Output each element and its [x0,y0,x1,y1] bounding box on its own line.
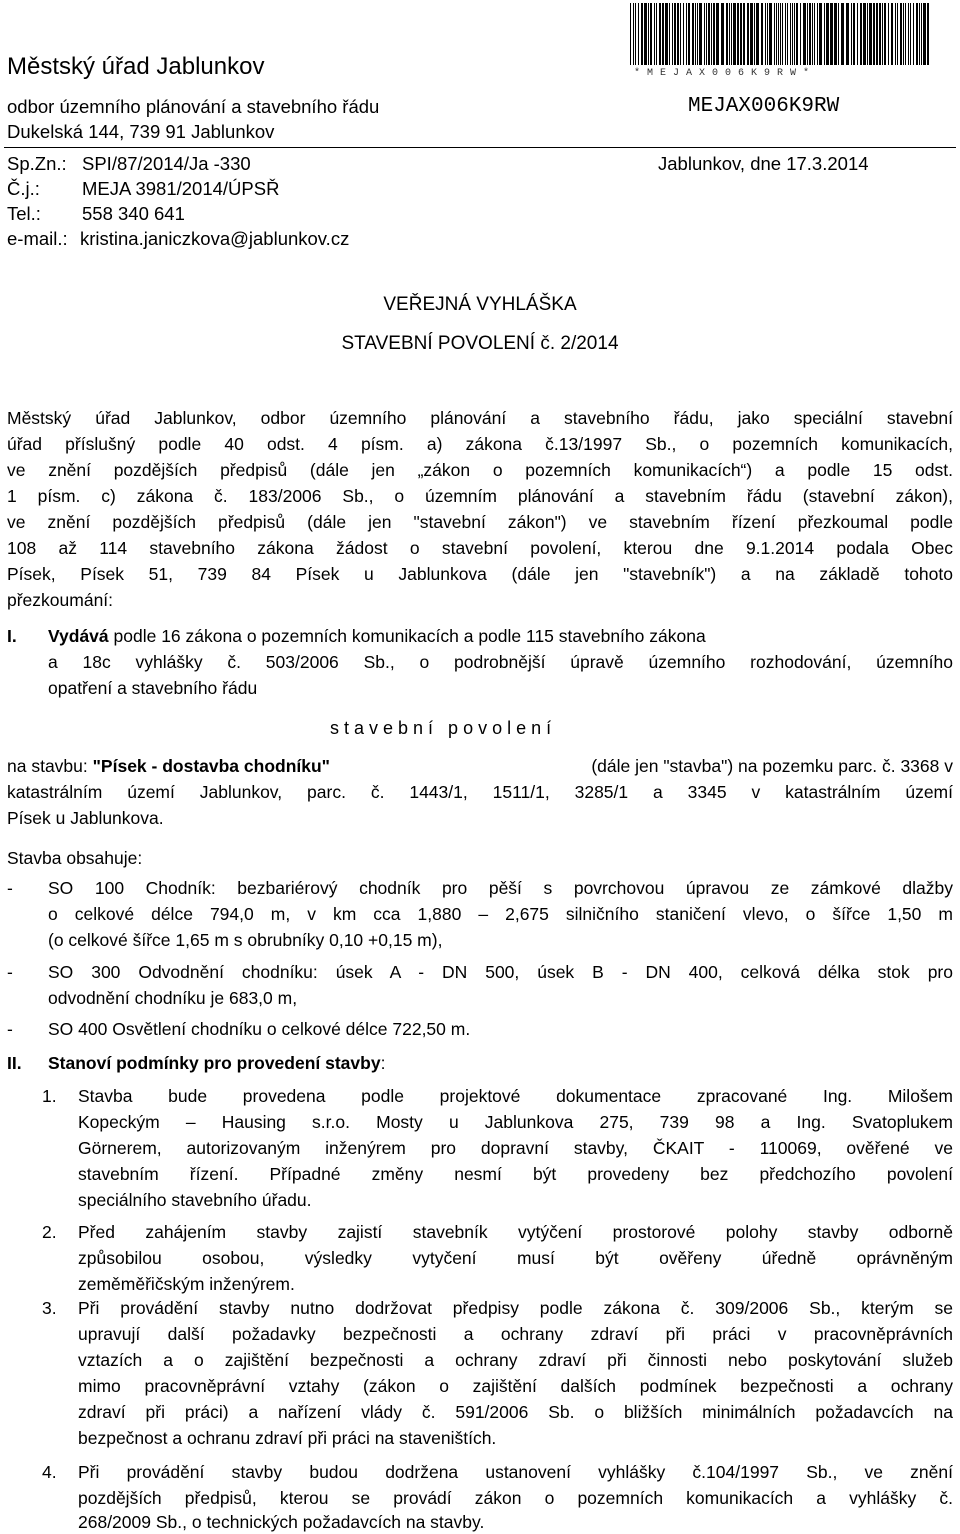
barcode-bar [876,3,878,65]
condition-line: způsobilou osobou, výsledky vytyčení musí být ověřeny úředně oprávněným [78,1248,953,1268]
barcode-bar [780,3,781,65]
barcode-bar [910,3,911,65]
contents-item-line: SO 300 Odvodnění chodníku: úsek A - DN 500, úsek B - DN 400, celková délka stok pro [48,962,953,982]
barcode-bar [830,3,833,65]
section-i-line: opatření a stavebního řádu [48,678,258,698]
barcode-bar [754,3,755,65]
barcode-bar [826,3,829,65]
contents-item-line: SO 100 Chodník: bezbariérový chodník pro pěší s povrchovou úpravou ze zámkové dlažby [48,878,953,898]
barcode-bar [846,3,849,65]
barcode-bar [782,3,783,65]
condition-number: 1. [42,1086,57,1106]
construction-line: katastrálním území Jablunkov, parc. č. 1443/1, 1511/1, 3285/1 a 3345 v katastrálním území [7,782,953,802]
contents-item-line: SO 400 Osvětlení chodníku o celkové délce 722,50 m. [48,1019,471,1039]
barcode-bar [787,3,788,65]
section-i-line: a 18c vyhlášky č. 503/2006 Sb., o podrobnější úpravě územního rozhodování, územního [48,652,953,672]
cj-value: MEJA 3981/2014/ÚPSŘ [82,178,280,199]
barcode-bar [733,3,736,65]
barcode-bar [699,3,702,65]
barcode-bar [650,3,652,65]
contents-item-line: o celkové délce 794,0 m, v km cca 1,880 – 2,675 silničního staničení vlevo, o šířce 1,50 m [48,904,953,924]
barcode-caption: * M E J A X 0 0 6 K 9 R W * [634,68,810,79]
barcode-bar [869,3,872,65]
barcode-bar [704,3,705,65]
condition-line: 268/2009 Sb., o technických požadavcích na stavby. [78,1512,485,1532]
barcode-bar [792,3,793,65]
barcode-bar [809,3,811,65]
condition-line: Před zahájením stavby zajistí stavebník vytýčení prostorové polohy stavby odborně [78,1222,953,1242]
intro-line: 1 písm. c) zákona č. 183/2006 Sb., o územním plánování a stavebním řádu (stavební zákon), [7,486,953,506]
construction-line: Písek u Jablunkova. [7,808,164,828]
condition-line: zdraví při práci) a nařízení vlády č. 591/2006 Sb. o bližších minimálních požadavcích na [78,1402,953,1422]
email-label: e-mail.: [7,228,68,249]
barcode-bar [897,3,898,65]
cj-label: Č.j.: [7,178,40,199]
intro-line: ve znění pozdějších předpisů (dále jen „zákon o pozemních komunikacích“) a podle 15 odst. [7,460,953,480]
condition-number: 2. [42,1222,57,1242]
barcode-bar [891,3,893,65]
barcode-bar [774,3,775,65]
barcode-bar [927,3,929,65]
barcode-bar [633,3,634,65]
spzn-value: SPI/87/2014/Ja -330 [82,153,251,174]
permit-spaced-title: s t a v e b n í p o v o l e n í [330,718,552,738]
document-code: MEJAX006K9RW [688,95,840,118]
barcode-bar [743,3,745,65]
barcode-bar [644,3,647,65]
barcode-bar [908,3,909,65]
barcode-bar [879,3,881,65]
barcode-bar [824,3,825,65]
construction-text: (dále jen "stavba") na pozemku parc. č. 3368 v [591,756,953,776]
condition-line: mimo pracovněprávní vztahy (zákon o zajištění dalších podmínek bezpečnosti a ochrany [78,1376,953,1396]
barcode-bar [895,3,896,65]
intro-line: přezkoumání: [7,590,114,610]
barcode-bar [884,3,886,65]
section-ii-numeral: II. [7,1053,22,1073]
section-i-verb: Vydává [48,626,109,646]
barcode-bar [819,3,822,65]
barcode-bar [672,3,673,65]
barcode-bar [794,3,795,65]
barcode-bar [863,3,866,65]
condition-line: Görnerem, autorizovaným inženýrem pro dopravní stavby, ČKAIT - 110069, ověřené ve [78,1138,953,1158]
barcode-bar [778,3,779,65]
barcode-bar [665,3,668,65]
barcode-bar [729,3,730,65]
barcode-bar [635,3,636,65]
barcode-bar [695,3,696,65]
barcode-bar [750,3,753,65]
barcode-bar [765,3,766,65]
barcode-bar [817,3,818,65]
construction-prefix: na stavbu: [7,756,93,776]
barcode-bar [913,3,914,65]
barcode-bar [900,3,902,65]
barcode-bar [857,3,858,65]
address: Dukelská 144, 739 91 Jablunkov [7,121,275,142]
section-ii-title: Stanoví podmínky pro provedení stavby [48,1053,381,1073]
barcode-bar [776,3,777,65]
email-value: kristina.janiczkova@jablunkov.cz [80,228,350,249]
spzn-label: Sp.Zn.: [7,153,67,174]
barcode-bar [716,3,719,65]
barcode-bar [756,3,759,65]
barcode-bar [737,3,739,65]
barcode-bar [662,3,664,65]
condition-line: zeměměřičským inženýrem. [78,1274,295,1294]
barcode-bar [853,3,855,65]
intro-line: 108 až 114 stavebního zákona žádost o stavební povolení, kterou dne 9.1.2014 podala Obec [7,538,953,558]
barcode-bar [800,3,801,65]
barcode-bar [669,3,670,65]
contents-item-line: odvodnění chodníku je 683,0 m, [48,988,298,1008]
barcode-bar [688,3,690,65]
construction-line [7,756,953,777]
section-ii-title-line [48,1053,385,1074]
barcode-bar [834,3,837,65]
barcode-bar [785,3,786,65]
barcode-bar [860,3,862,65]
barcode-bar [674,3,676,65]
barcode-bar [841,3,844,65]
section-ii-colon: : [380,1053,386,1073]
barcode-bar [812,3,813,65]
barcode-bar [659,3,661,65]
barcode-bar [919,3,920,65]
section-i-text: podle 16 zákona o pozemních komunikacích a podle 115 stavebního zákona [108,626,706,646]
office-title: Městský úřad Jablunkov [7,53,265,80]
barcode-bar [761,3,763,65]
intro-line: úřad příslušný podle 40 odst. 4 písm. a) zákona č.13/1997 Sb., o pozemních komunikacích, [7,434,953,454]
barcode-bar [807,3,808,65]
intro-line: Písek, Písek 51, 739 84 Písek u Jablunkova (dále jen "stavebník") a na základě tohoto [7,564,953,584]
condition-line: stavebním řízení. Případné změny nesmí být provedeny bez předchozího povolení [78,1164,953,1184]
intro-line: ve znění pozdějších předpisů (dále jen "stavební zákon") ve stavebním řízení přezkoumal podle [7,512,953,532]
barcode-bar [921,3,922,65]
section-i-numeral: I. [7,626,17,646]
barcode-bar [656,3,657,65]
barcode-bar [814,3,815,65]
tel-label: Tel.: [7,203,41,224]
barcode-bar [867,3,868,65]
barcode-bar [803,3,806,65]
barcode-bar [683,3,684,65]
barcode-bar [747,3,749,65]
barcode-bar [708,3,710,65]
intro-line: Městský úřad Jablunkov, odbor územního plánování a stavebního řádu, jako speciální stavební [7,408,953,428]
barcode-bar [769,3,772,65]
barcode-bar [630,3,631,65]
barcode-bar [888,3,889,65]
barcode-bar [697,3,698,65]
contents-item-line: (o celkové šířce 1,65 m s obrubníky 0,10 +0,15 m), [48,930,443,950]
condition-line: Kopeckým – Hausing s.r.o. Mosty u Jablunkova 275, 739 98 a Ing. Svatoplukem [78,1112,953,1132]
barcode-bar [796,3,798,65]
condition-line: vztazích a o zajištění bezpečnosti a ochrany zdraví při činnosti nebo poskytování služeb [78,1350,953,1370]
permit-heading: STAVEBNÍ POVOLENÍ č. 2/2014 [341,333,619,354]
barcode-bar [648,3,649,65]
dash-bullet: - [7,962,13,982]
barcode-bar [916,3,918,65]
dash-bullet: - [7,1019,13,1039]
condition-line: pozdějších předpisů, kterou se provádí zákon o pozemních komunikacích a vyhlášky č. [78,1488,953,1508]
barcode-bar [905,3,906,65]
barcode-bar [873,3,875,65]
condition-line: upravují další požadavky bezpečnosti a ochrany zdraví při práci v pracovněprávních [78,1324,953,1344]
section-i-line [48,626,706,647]
barcode-bar [713,3,715,65]
barcode-bar [680,3,681,65]
barcode-bar [692,3,694,65]
barcode-bar [706,3,707,65]
dash-bullet: - [7,878,13,898]
barcode-bar [740,3,742,65]
condition-line: bezpečnost a ochranu zdraví při práci na staveništích. [78,1428,497,1448]
barcode-bar [790,3,791,65]
header-rule [4,147,956,148]
date-line: Jablunkov, dne 17.3.2014 [658,153,869,174]
condition-line: Stavba bude provedena podle projektové dokumentace zpracované Ing. Milošem [78,1086,953,1106]
barcode-bar [711,3,712,65]
barcode [630,3,930,69]
condition-number: 3. [42,1298,57,1318]
condition-line: Při provádění stavby budou dodržena ustanovení vyhlášky č.104/1997 Sb., ve znění [78,1462,953,1482]
barcode-bar [767,3,768,65]
barcode-bar [686,3,687,65]
tel-value: 558 340 641 [82,203,185,224]
barcode-bar [638,3,639,65]
contents-heading: Stavba obsahuje: [7,848,143,868]
barcode-bar [923,3,926,65]
department: odbor územního plánování a stavebního řádu [7,96,380,117]
barcode-bar [726,3,728,65]
barcode-bar [654,3,655,65]
condition-number: 4. [42,1462,57,1482]
construction-name: "Písek - dostavba chodníku" [92,756,330,776]
barcode-bar [641,3,643,65]
barcode-bar [882,3,883,65]
barcode-bar [851,3,852,65]
barcode-bar [838,3,839,65]
public-notice-heading: VEŘEJNÁ VYHLÁŠKA [383,294,577,315]
condition-line: speciálního stavebního úřadu. [78,1190,312,1210]
barcode-bar [721,3,724,65]
barcode-bar [731,3,732,65]
condition-line: Při provádění stavby nutno dodržovat předpisy podle zákona č. 309/2006 Sb., kterým se [78,1298,953,1318]
barcode-bar [677,3,679,65]
barcode-bar [903,3,904,65]
